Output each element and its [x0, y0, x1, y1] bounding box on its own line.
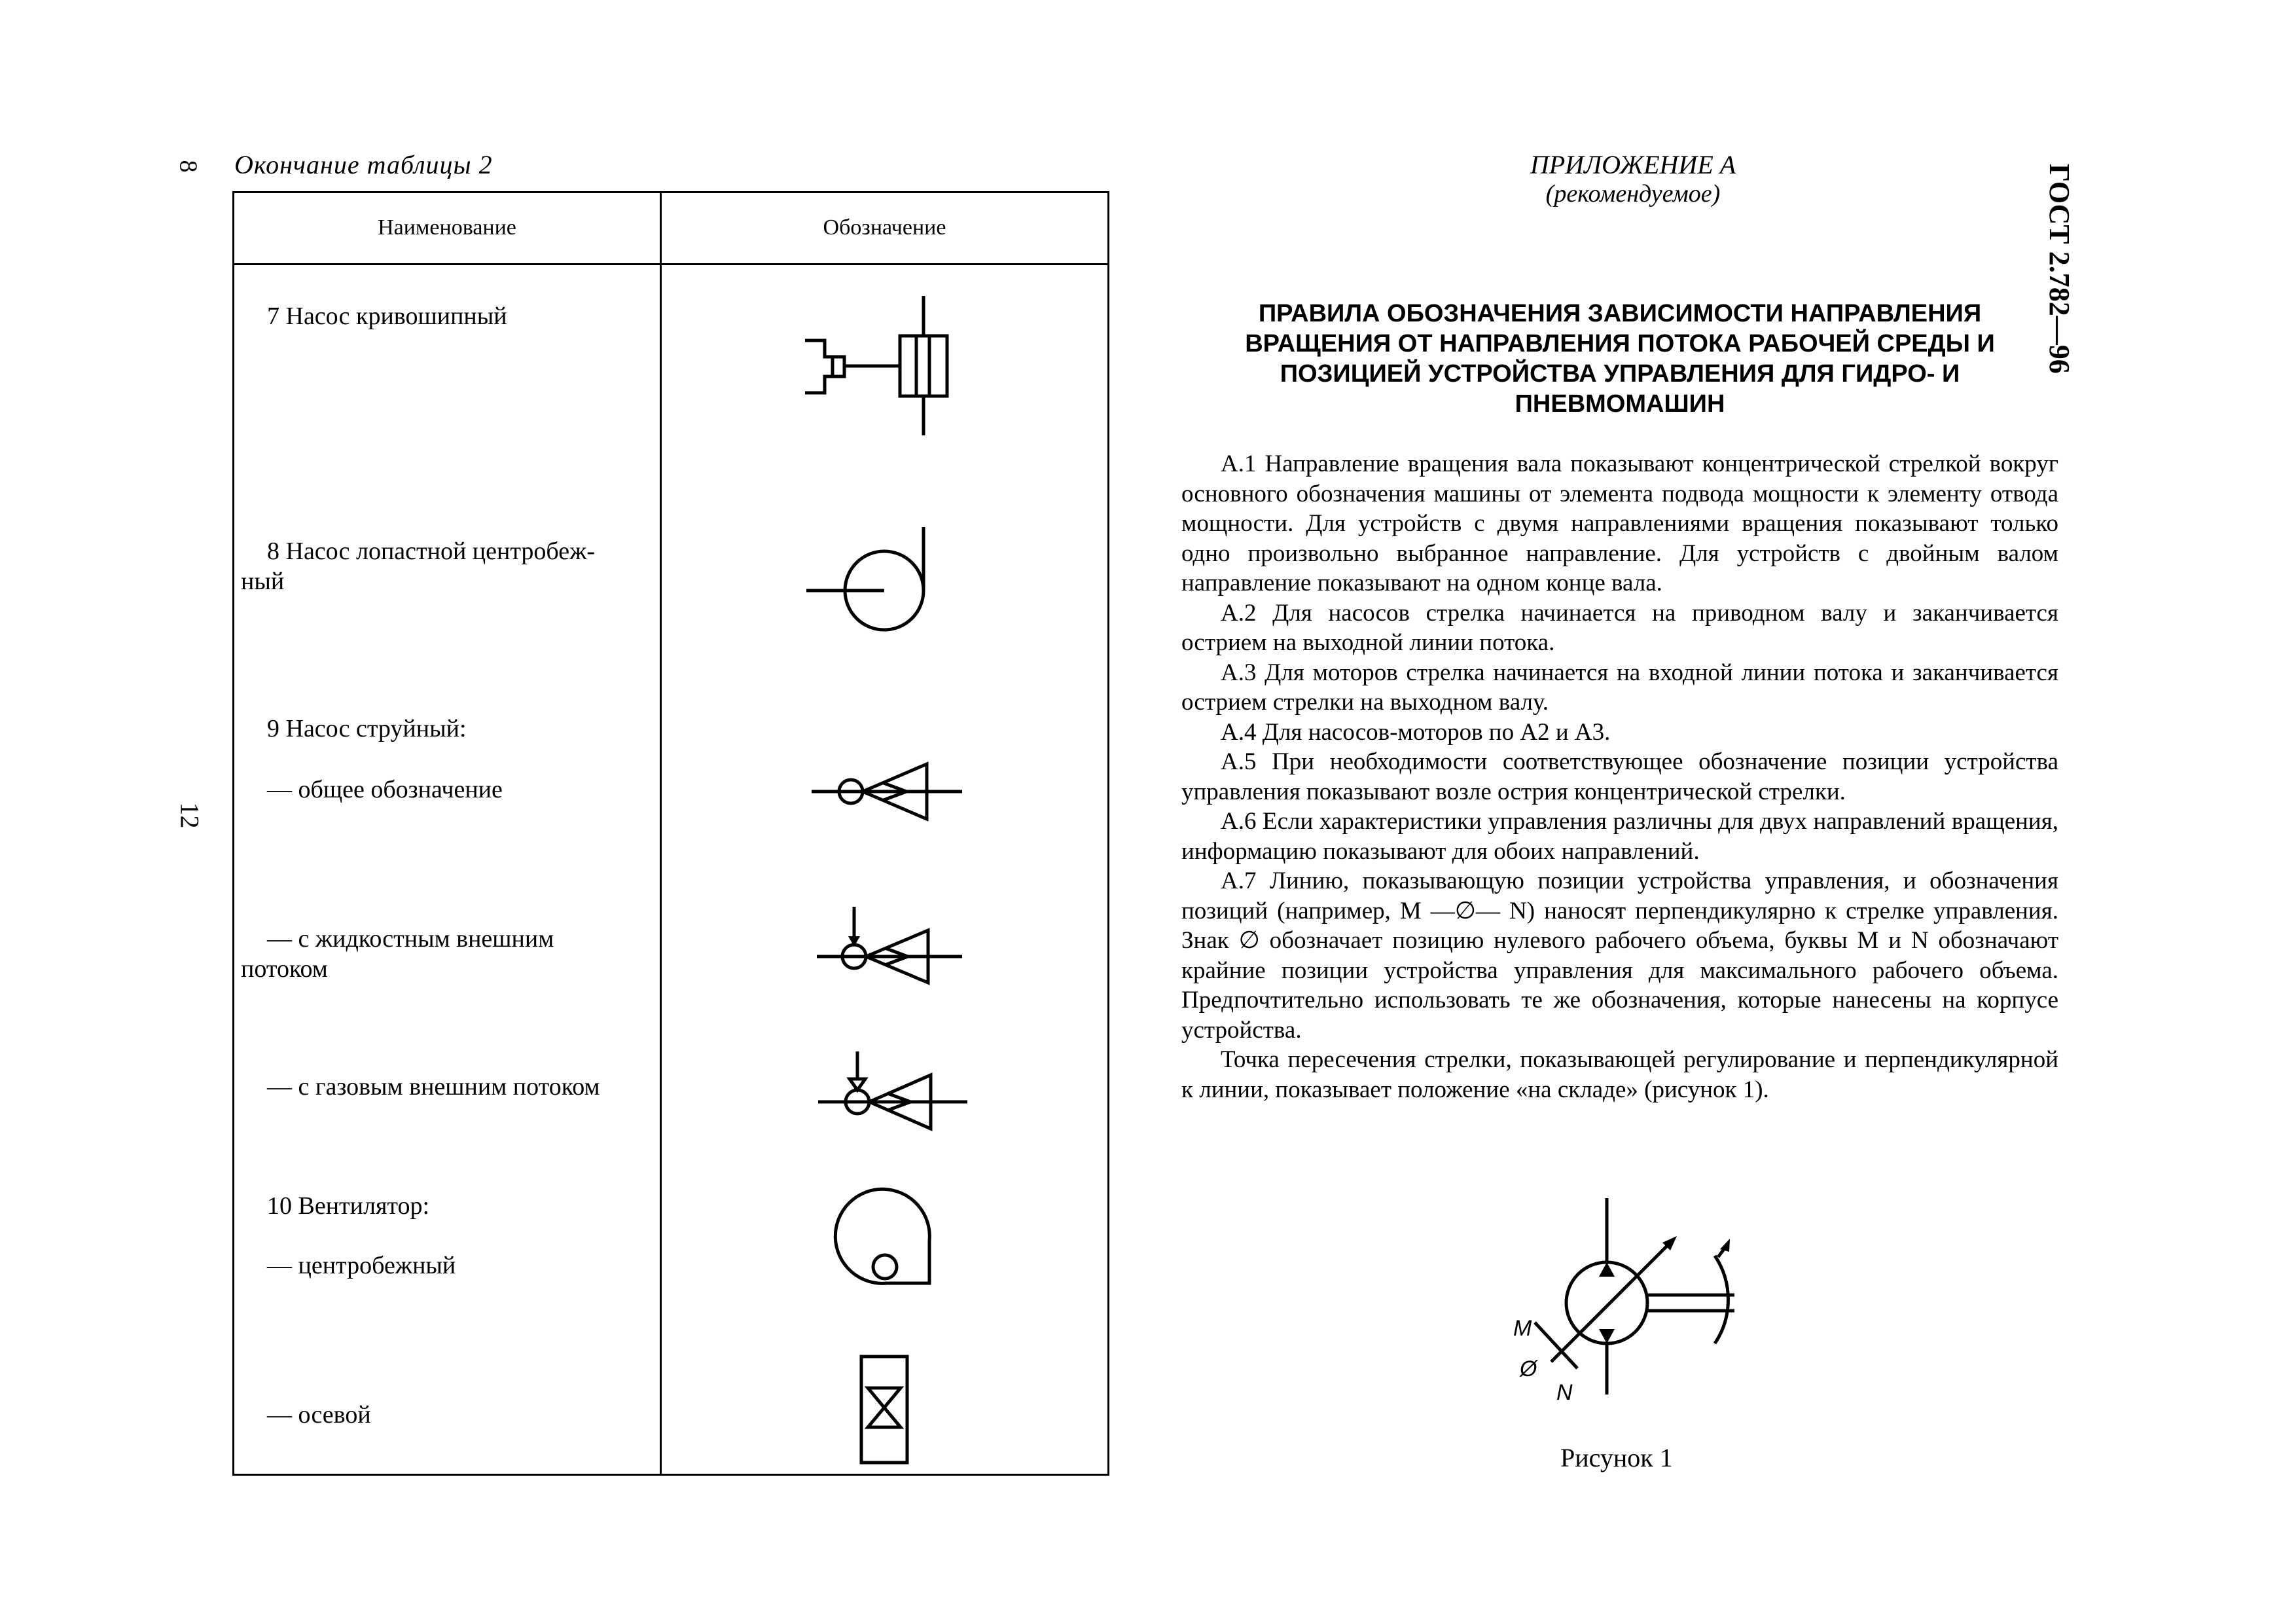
paragraph: А.2 Для насосов стрелка начинается на приводном валу и заканчивается острием на выходной линии потока. — [1181, 599, 2058, 656]
label-n: N — [1556, 1380, 1573, 1405]
header-symbol: Обозначение — [823, 215, 946, 240]
crank-pump-symbol — [805, 296, 947, 435]
side-page-number: 12 — [175, 802, 205, 829]
section-heading: ПРАВИЛА ОБОЗНАЧЕНИЯ ЗАВИСИМОСТИ НАПРАВЛЕНИЯ ВРАЩЕНИЯ ОТ НАПРАВЛЕНИЯ ПОТОКА РАБОЧЕЙ СРЕДЫ И ПОЗИЦИЕЙ УСТРОЙСТВА УПРАВЛЕНИЯ ДЛЯ ГИДРО- И ПНЕВМОМАШИН — [1245, 300, 1995, 418]
row-name: — с газовым внешним потоком — [267, 1073, 600, 1101]
row-name: 10 Вентилятор: — [267, 1192, 430, 1220]
fan-centrifugal-symbol — [835, 1189, 929, 1283]
figure-caption: Рисунок 1 — [1560, 1443, 1673, 1472]
paragraph: А.7 Линию, показывающую позиции устройства управления, и обозначения позиций (например, M —∅— N) наносят перпендикулярно к стрелке управления. Знак ∅ обозначает позицию нулевого рабочего объема, буквы M и N обозначают крайние позиции устройства управления для максимального рабочего объема. Предпочтительно использовать те же обозначения, которые нанесены на корпусе устройства. — [1181, 867, 2058, 1044]
jet-pump-gas-symbol — [818, 1051, 967, 1129]
row-name: — с жидкостным внешним — [267, 925, 554, 953]
table-caption: Окончание таблицы 2 — [234, 150, 493, 179]
appendix-title: ПРИЛОЖЕНИЕ А — [1530, 150, 1736, 179]
row-name: — осевой — [267, 1401, 371, 1429]
row-name: 8 Насос лопастной центробеж- — [267, 538, 596, 565]
jet-pump-liquid-symbol — [817, 907, 962, 983]
row-name: 7 Насос кривошипный — [267, 302, 507, 330]
jet-pump-general-symbol — [812, 764, 962, 819]
appendix-subtitle: (рекомендуемое) — [1545, 180, 1721, 208]
paragraph: Точка пересечения стрелки, показывающей регулирование и перпендикулярной к линии, показывает положение «на складе» (рисунок 1). — [1181, 1046, 2058, 1103]
body-text — [1181, 449, 2058, 1104]
row-name-cont: ный — [241, 568, 285, 595]
label-m: M — [1513, 1316, 1532, 1341]
paragraph: А.1 Направление вращения вала показывают концентрической стрелкой вокруг основного обозначения машины от элемента подвода мощности к элементу отвода мощности. Для устройств с двумя направлениями вращения показывают только одно произвольно выбранное направление. Для устройств с двойным валом направление показывают на одном конце вала. — [1181, 450, 2058, 596]
row-name: — центробежный — [267, 1252, 456, 1279]
paragraph: А.3 Для моторов стрелка начинается на входной линии потока и заканчивается острием стрелки на выходном валу. — [1181, 659, 2058, 716]
label-zero: Ø — [1520, 1357, 1537, 1381]
row-name-cont: потоком — [241, 955, 328, 983]
centrifugal-pump-symbol — [806, 527, 924, 630]
row-name: 9 Насос струйный: — [267, 715, 467, 742]
page-number: 8 — [174, 160, 202, 173]
figure-1 — [1473, 1192, 1800, 1440]
standard-number: ГОСТ 2.782—96 — [2043, 164, 2075, 374]
row-name: — общее обозначение — [267, 776, 503, 803]
paragraph: А.5 При необходимости соответствующее обозначение позиции устройства управления показывают возле острия концентрической стрелки. — [1181, 748, 2058, 805]
fan-axial-symbol — [861, 1357, 907, 1463]
header-name: Наименование — [378, 215, 516, 240]
paragraph: А.6 Если характеристики управления различны для двух направлений вращения, информацию показывают для обоих направлений. — [1181, 808, 2058, 865]
paragraph: А.4 Для насосов-моторов по А2 и А3. — [1221, 718, 1611, 746]
